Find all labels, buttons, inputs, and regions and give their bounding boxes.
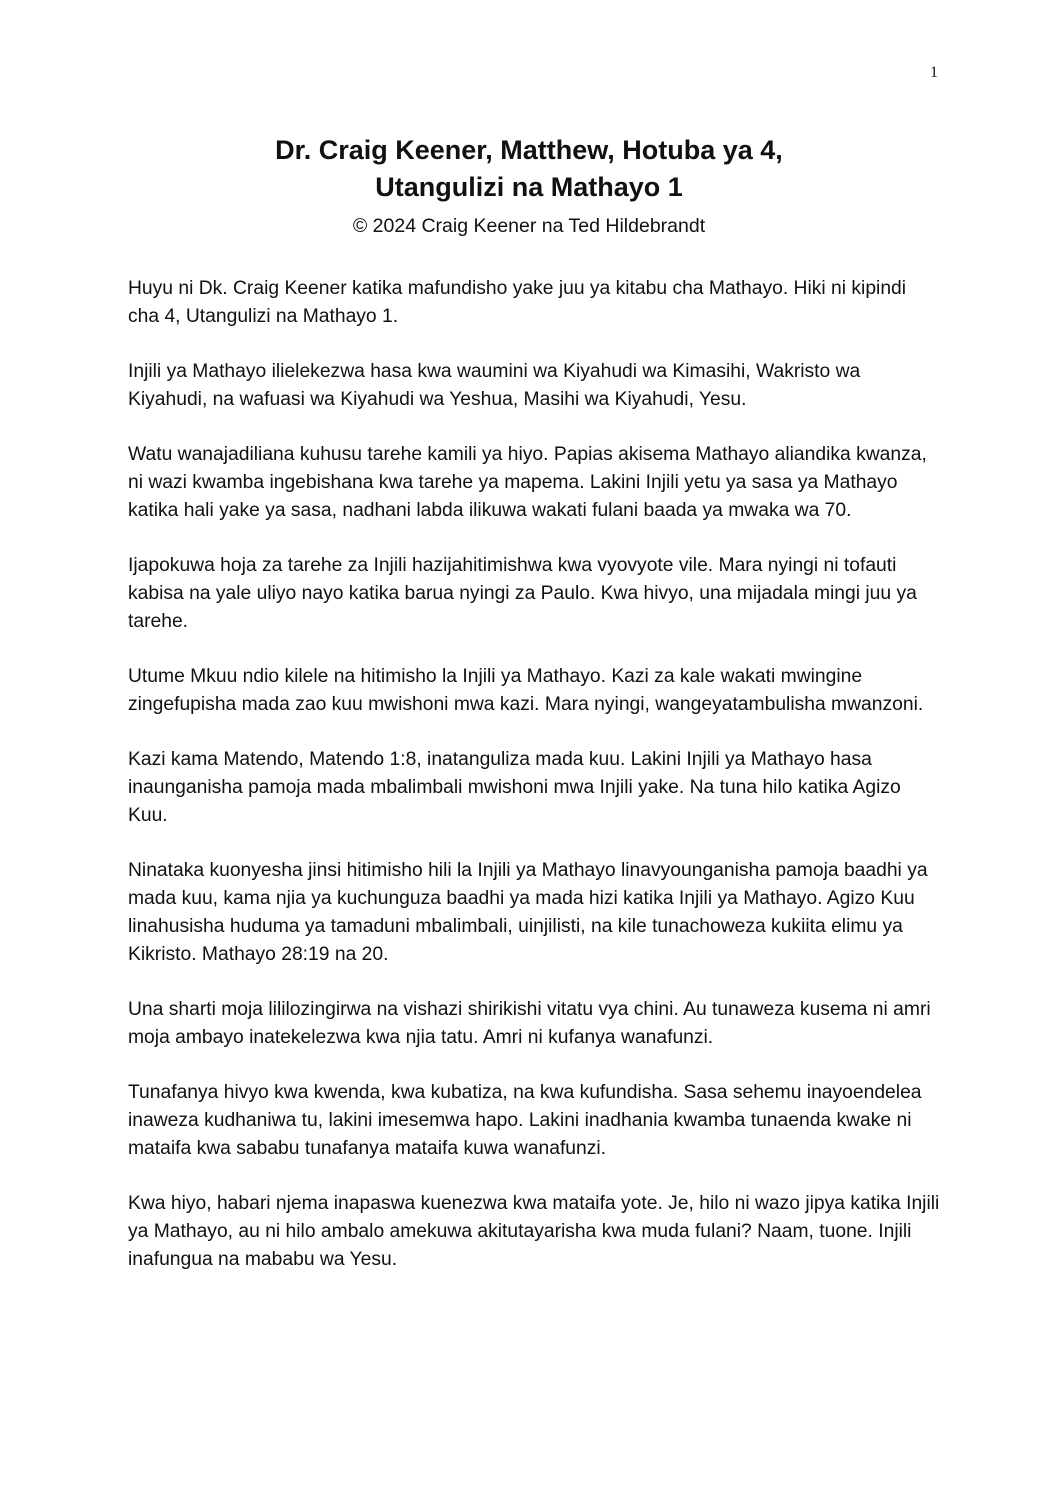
paragraph-10: Kwa hiyo, habari njema inapaswa kuenezwa kwa mataifa yote. Je, hilo ni wazo jipya katika Injili ya Mathayo, au ni hilo ambalo amekuwa akitutayarisha kwa muda fulani? Naam, tuone. Injili inafungua na mababu wa Yesu. [128,1193,940,1270]
document-body [128,275,940,1301]
paragraph-7: Ninataka kuonyesha jinsi hitimisho hili la Injili ya Mathayo linavyounganisha pamoja baadhi ya mada kuu, kama njia ya kuchunguza baadhi ya mada hizi katika Injili ya Mathayo. Agizo Kuu linahusisha huduma ya tamaduni mbalimbali, uinjilisti, na kile tunachoweza kukiita elimu ya Kikristo. Mathayo 28:19 na 20. [128,860,928,965]
paragraph-3: Watu wanajadiliana kuhusu tarehe kamili ya hiyo. Papias akisema Mathayo aliandika kwanza, ni wazi kwamba ingebishana kwa tarehe ya mapema. Lakini Injili yetu ya sasa ya Mathayo katika hali yake ya sasa, nadhani labda ilikuwa wakati fulani baada ya mwaka wa 70. [128,444,927,521]
paragraph-5: Utume Mkuu ndio kilele na hitimisho la Injili ya Mathayo. Kazi za kale wakati mwingine zingefupisha mada zao kuu mwishoni mwa kazi. Mara nyingi, wangeyatambulisha mwanzoni. [128,666,924,715]
document-title-line-1: Dr. Craig Keener, Matthew, Hotuba ya 4, [275,135,783,165]
paragraph-9: Tunafanya hivyo kwa kwenda, kwa kubatiza, na kwa kufundisha. Sasa sehemu inayoendelea inaweza kudhaniwa tu, lakini imesemwa hapo. Lakini inadhania kwamba tunaenda kwake ni mataifa kwa sababu tunafanya mataifa kuwa wanafunzi. [128,1082,922,1159]
paragraph-8: Una sharti moja lililozingirwa na vishazi shirikishi vitatu vya chini. Au tunaweza kusema ni amri moja ambayo inatekelezwa kwa njia tatu. Amri ni kufanya wanafunzi. [128,999,931,1048]
paragraph-1: Huyu ni Dk. Craig Keener katika mafundisho yake juu ya kitabu cha Mathayo. Hiki ni kipindi cha 4, Utangulizi na Mathayo 1. [128,278,907,327]
copyright-notice: © 2024 Craig Keener na Ted Hildebrandt [352,215,706,237]
paragraph-2: Injili ya Mathayo ilielekezwa hasa kwa waumini wa Kiyahudi wa Kimasihi, Wakristo wa Kiyahudi, na wafuasi wa Kiyahudi wa Yeshua, Masihi wa Kiyahudi, Yesu. [128,361,861,410]
document-title-line-2: Utangulizi na Mathayo 1 [375,172,683,202]
document-header [100,132,958,239]
page-number: 1 [930,64,938,81]
paragraph-4: Ijapokuwa hoja za tarehe za Injili hazijahitimishwa kwa vyovyote vile. Mara nyingi ni tofauti kabisa na yale uliyo nayo katika barua nyingi za Paulo. Kwa hivyo, una mijadala mingi juu ya tarehe. [128,555,917,632]
paragraph-6: Kazi kama Matendo, Matendo 1:8, inatanguliza mada kuu. Lakini Injili ya Mathayo hasa inaunganisha pamoja mada mbalimbali mwishoni mwa Injili yake. Na tuna hilo katika Agizo Kuu. [128,749,901,826]
